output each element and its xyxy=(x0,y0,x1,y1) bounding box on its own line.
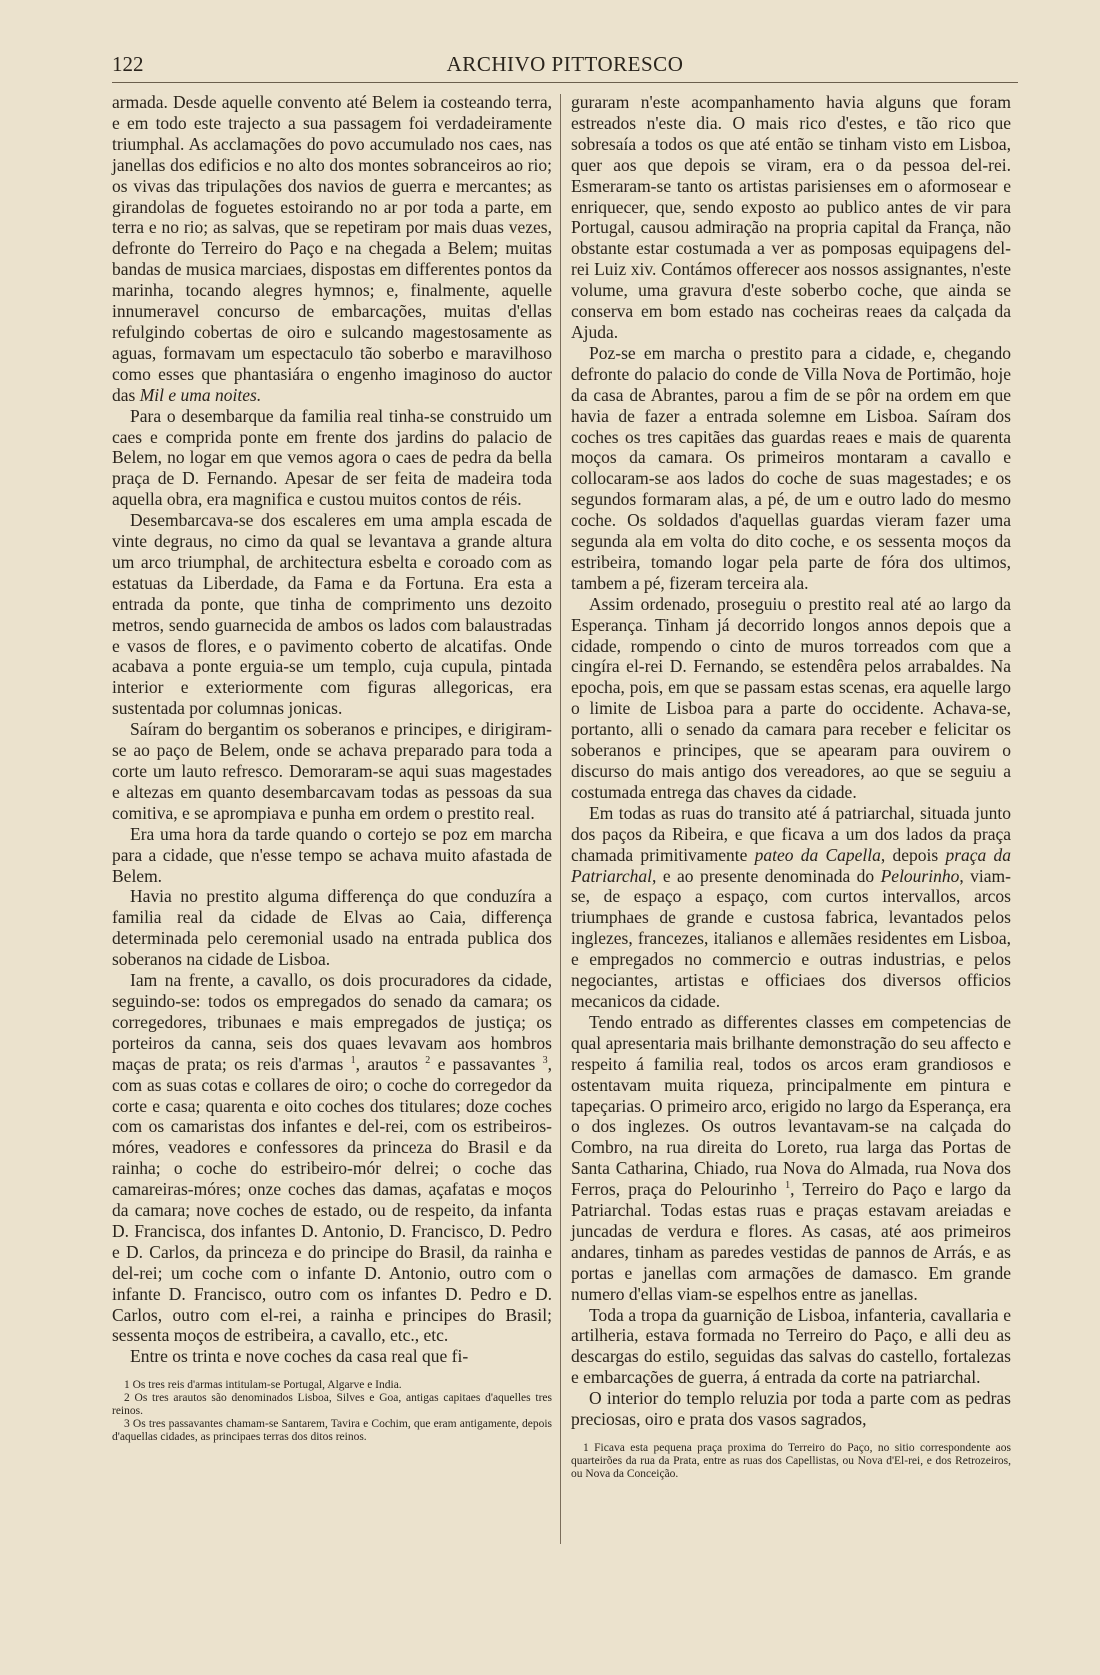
right-column xyxy=(571,92,1011,1481)
paragraph: Poz-se em marcha o prestito para a cidade, e, chegando defronte do palacio do conde de Villa Nova de Portimão, hoje da casa de Abrantes, parou a fim de se pôr na ordem em que havia de fazer a entrada solemne em Lisboa. Saíram dos coches os tres capitães das guardas reaes e mais de quarenta moços da camara. Os primeiros montaram a cavallo e collocaram-se aos lados do coche de suas magestades; e os segundos formaram alas, a pé, de um e outro lado do mesmo coche. Os soldados d'aquellas guardas vieram fazer uma segunda ala em volta do dito coche, e os sessenta moços da estribeira, tomando logar pela parte de fóra dos ultimos, tambem a pé, fizeram terceira ala. xyxy=(571,342,1011,593)
paragraph: O interior do templo reluzia por toda a parte com as pedras preciosas, oiro e prata dos vasos sagrados, xyxy=(571,1388,1011,1430)
footnotes xyxy=(571,1442,1011,1481)
footnotes xyxy=(112,1379,552,1444)
paragraph: Era uma hora da tarde quando o cortejo se poz em marcha para a cidade, que n'esse tempo se achava muito afastada de Belem. xyxy=(112,823,552,886)
column-divider xyxy=(560,94,561,1544)
running-title: ARCHIVO PITTORESCO xyxy=(446,52,684,76)
footnote-mark: 2 xyxy=(425,1054,431,1066)
paragraph: Para o desembarque da familia real tinha-se construido um caes e comprida ponte em frente dos jardins do palacio de Belem, no logar em que vemos agora o caes de pedra da bella praça de D. Fernando. Apesar de ser feita de madeira toda aquella obra, era magnifica e custou muitos contos de réis. xyxy=(112,405,552,510)
page-number: 122 xyxy=(112,52,144,76)
footnote: 3 Os tres passavantes chamam-se Santarem, Tavira e Cochim, que eram antigamente, depois d'aquellas cidades, as principaes terras dos ditos reinos. xyxy=(112,1418,552,1444)
footnote-mark: 1 xyxy=(785,1180,791,1192)
footnote: 1 Ficava esta pequena praça proxima do Terreiro do Paço, no sitio correspondente aos quarteirões da rua da Prata, entre as ruas dos Capellistas, ou Nova d'El-rei, e dos Retrozeiros, ou Nova da Conceição. xyxy=(571,1442,1011,1480)
footnote: 1 Os tres reis d'armas intitulam-se Portugal, Algarve e India. xyxy=(124,1379,402,1392)
paragraph: Desembarcava-se dos escaleres em uma ampla escada de vinte degraus, no cimo da qual se levantava a grande altura um arco triumphal, de architectura esbelta e coroado com as estatuas da Liberdade, da Fama e da Fortuna. Era esta a entrada da ponte, que tinha de comprimento uns dezoito metros, sendo guarnecida de ambos os lados com balaustradas e vasos de flores, e o pavimento coberto de alcatifas. Onde acabava a ponte erguia-se um templo, cuja cupula, pintada interior e exteriormente com figuras allegoricas, era sustentada por columnas jonicas. xyxy=(112,510,552,719)
paragraph: Em todas as ruas do transito até á patriarchal, situada junto dos paços da Ribeira, e que ficava a um dos lados da praça chamada primitivamente pateo da Capella, depois praça da Patriarchal, e ao presente denominada do Pelourinho, viam-se, de espaço a espaço, com curtos intervallos, arcos triumphaes de grande e custosa fabrica, levantados pelos inglezes, francezes, italianos e allemães residentes em Lisboa, e empregados no commercio e outras industrias, e pelos negociantes, artistas e officiaes dos diversos officios mecanicos da cidade. xyxy=(571,802,1012,1011)
left-column xyxy=(112,92,552,1444)
italic-title: Mil e uma noites. xyxy=(139,384,262,405)
paragraph: Saíram do bergantim os soberanos e principes, e dirigiram-se ao paço de Belem, onde se achava preparado para toda a corte um lauto refresco. Demoraram-se aqui suas magestades e altezas em quanto desembarcavam todas as pessoas da sua comitiva, e se aprompiava e punha em ordem o prestito real. xyxy=(112,719,552,823)
paragraph: guraram n'este acompanhamento havia alguns que foram estreados n'este dia. O mais rico d'estes, e tão rico que sobresaía a todos os que até então se tinham visto em Lisboa, quer aos que depois se viram, era o da pessoa del-rei. Esmeraram-se tanto os artistas parisienses em o aformosear e enriquecer, que, sendo exposto ao publico antes de vir para Portugal, causou admiração na propria capital da França, não obstante estar costumada a ver as pomposas equipagens del-rei Luiz xiv. Contámos offerecer aos nossos assignantes, n'este volume, uma gravura d'este soberbo coche, que ainda se conserva em bom estado nas cocheiras reaes da calçada da Ajuda. xyxy=(571,92,1011,342)
footnote: 2 Os tres arautos são denominados Lisboa, Silves e Goa, antigas capitaes d'aquelles tres reinos. xyxy=(112,1392,552,1418)
paragraph: Iam na frente, a cavallo, os dois procuradores da cidade, seguindo-se: todos os empregados do senado da camara; os corregedores, tribunaes e mais empregados de justiça; os porteiros da canna, seis dos quaes levavam aos hombros maças de prata; os reis d'armas $^1$, arautos $^2$ e passavantes $^3$, com as suas cotas e collares de oiro; o coche do corregedor da corte e casa; quarenta e oito coches dos titulares; doze coches com os camaristas dos infantes e del-rei, com os estribeiros-móres, veadores e confessores da princeza do Brasil e da rainha; o coche do estribeiro-mór delrei; o coche das camareiras-móres; onze coches das damas, açafatas e moços da camara; nove coches de estado, ou de respeito, da infanta D. Francisca, dos infantes D. Antonio, D. Francisco, D. Pedro e D. Carlos, da princeza e do principe do Brasil, da rainha e del-rei; um coche com o infante D. Antonio, outro com o infante D. Francisco, outro com os infantes D. Pedro e D. Carlos, outro com el-rei, a rainha e principes do Brasil; sessenta moços de estribeira, a cavallo, etc., etc. xyxy=(112,970,553,1346)
page-header xyxy=(112,50,1018,83)
paragraph: Entre os trinta e nove coches da casa real que fi- xyxy=(130,1346,469,1367)
paragraph: Toda a tropa da guarnição de Lisboa, infanteria, cavallaria e artilheria, estava formada no Terreiro do Paço, e alli deu as descargas do estilo, seguidas das salvas do castello, fortalezas e embarcações de guerra, á entrada da corte na patriarchal. xyxy=(571,1304,1011,1388)
paragraph: Havia no prestito alguma differença do que conduzíra a familia real da cidade de Elvas ao Caia, differença determinada pelo ceremonial usado na entrada publica dos soberanos na cidade de Lisboa. xyxy=(112,886,552,970)
paragraph: armada. Desde aquelle convento até Belem ia costeando terra, e em todo este trajecto a sua passagem foi verdadeiramente triumphal. As acclamações do povo accumulado nos caes, nas janellas dos edificios e no alto dos montes sobranceiros ao rio; os vivas das tripulações dos navios de guerra e mercantes; as girandolas de foguetes estoirando no ar por toda a parte, em terra e no rio; as salvas, que se repetiram por mais duas vezes, defronte do Terreiro do Paço e na chegada a Belem; muitas bandas de musica marciaes, dispostas em differentes pontos da marinha, tocando alegres hymnos; e, finalmente, aquelle innumeravel concurso de embarcações, muitas d'ellas refulgindo cobertas de oiro e sulcando magestosamente as aguas, formavam um espectaculo tão soberbo e maravilhoso como esses que phantasiára o engenho imaginoso do auctor das Mil e uma noites. xyxy=(112,92,552,405)
paragraph: Tendo entrado as differentes classes em competencias de qual apresentaria mais brilhante demonstração do seu affecto e respeito á familia real, todos os arcos eram grandiosos e ostentavam muita riqueza, principalmente em pintura e tapeçarias. O primeiro arco, erigido no largo da Esperança, era o dos inglezes. Os outros levantavam-se na calçada do Combro, na rua direita do Loreto, rua larga das Portas de Santa Catharina, Chiado, rua Nova do Almada, rua Nova dos Ferros, praça do Pelourinho $^1$, Terreiro do Paço e largo da Patriarchal. Todas estas ruas e praças estavam areiadas e juncadas de verdura e flores. As casas, até aos primeiros andares, tinham as paredes vestidas de pannos de Arrás, e as portas e janellas com armações de damasco. Em grande numero d'ellas viam-se espelhos entre as janellas. xyxy=(571,1011,1011,1304)
paragraph: Assim ordenado, proseguiu o prestito real até ao largo da Esperança. Tinham já decorrido longos annos depois que a cidade, rompendo o cinto de muros torreados com que a cingíra el-rei D. Fernando, se estendêra pelos arrabaldes. Na epocha, pois, em que se passam estas scenas, era aquelle largo o limite de Lisboa para a parte do occidente. Achava-se, portanto, alli o senado da camara para receber e felicitar os soberanos e principes, que se apearam para ouvirem o discurso do mais antigo dos vereadores, ao que se seguiu a costumada entrega das chaves da cidade. xyxy=(571,593,1011,802)
footnote-mark: 1 xyxy=(350,1054,356,1066)
footnote-mark: 3 xyxy=(542,1054,548,1066)
